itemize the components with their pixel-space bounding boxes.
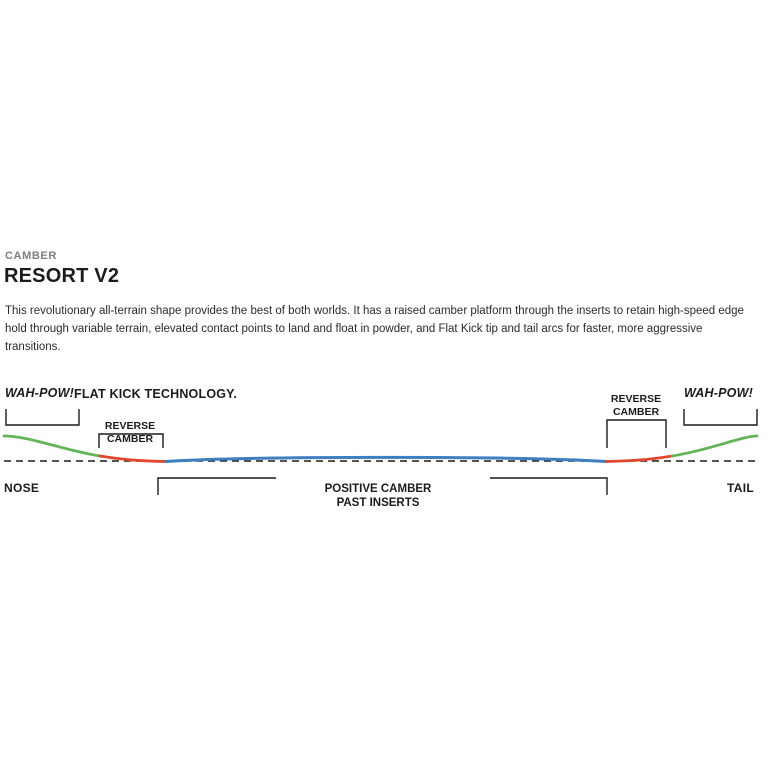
page-title: RESORT V2 — [4, 265, 120, 287]
label-tail: TAIL — [727, 481, 754, 495]
nose-red-reverse-camber-segment — [100, 456, 166, 462]
flat-kick-bracket-tail — [684, 409, 757, 425]
label-reverse-camber-nose-line1: REVERSE — [104, 420, 156, 432]
label-reverse-camber-tail — [601, 393, 671, 419]
label-wahpow-nose: WAH-POW! — [5, 386, 74, 400]
label-reverse-camber-tail-line1: REVERSE — [610, 393, 662, 405]
reverse-camber-bracket-tail — [607, 420, 666, 448]
label-positive-camber-line2: PAST INSERTS — [336, 497, 420, 509]
nose-green-segment — [4, 436, 100, 456]
description-text: This revolutionary all-terrain shape provides the best of both worlds. It has a raised camber platform through the inserts to retain high-speed edge hold through variable terrain, elevated contact points to land and float in powder, and Flat Kick tip and tail arcs for faster, more aggressive transitions. — [5, 305, 744, 353]
label-positive-camber-line1: POSITIVE CAMBER — [324, 483, 432, 495]
label-reverse-camber-nose — [95, 420, 165, 446]
label-reverse-camber-nose-line2: CAMBER — [106, 433, 154, 445]
tail-red-reverse-camber-segment — [606, 456, 672, 462]
flat-kick-bracket-nose — [6, 409, 79, 425]
tail-green-segment — [672, 436, 757, 456]
label-wahpow-tail: WAH-POW! — [684, 386, 753, 400]
label-nose: NOSE — [4, 481, 40, 495]
section-eyebrow: CAMBER — [5, 250, 57, 262]
label-reverse-camber-tail-line2: CAMBER — [612, 406, 660, 418]
label-flat-kick-technology: FLAT KICK TECHNOLOGY. — [74, 387, 237, 401]
label-positive-camber — [268, 482, 488, 510]
